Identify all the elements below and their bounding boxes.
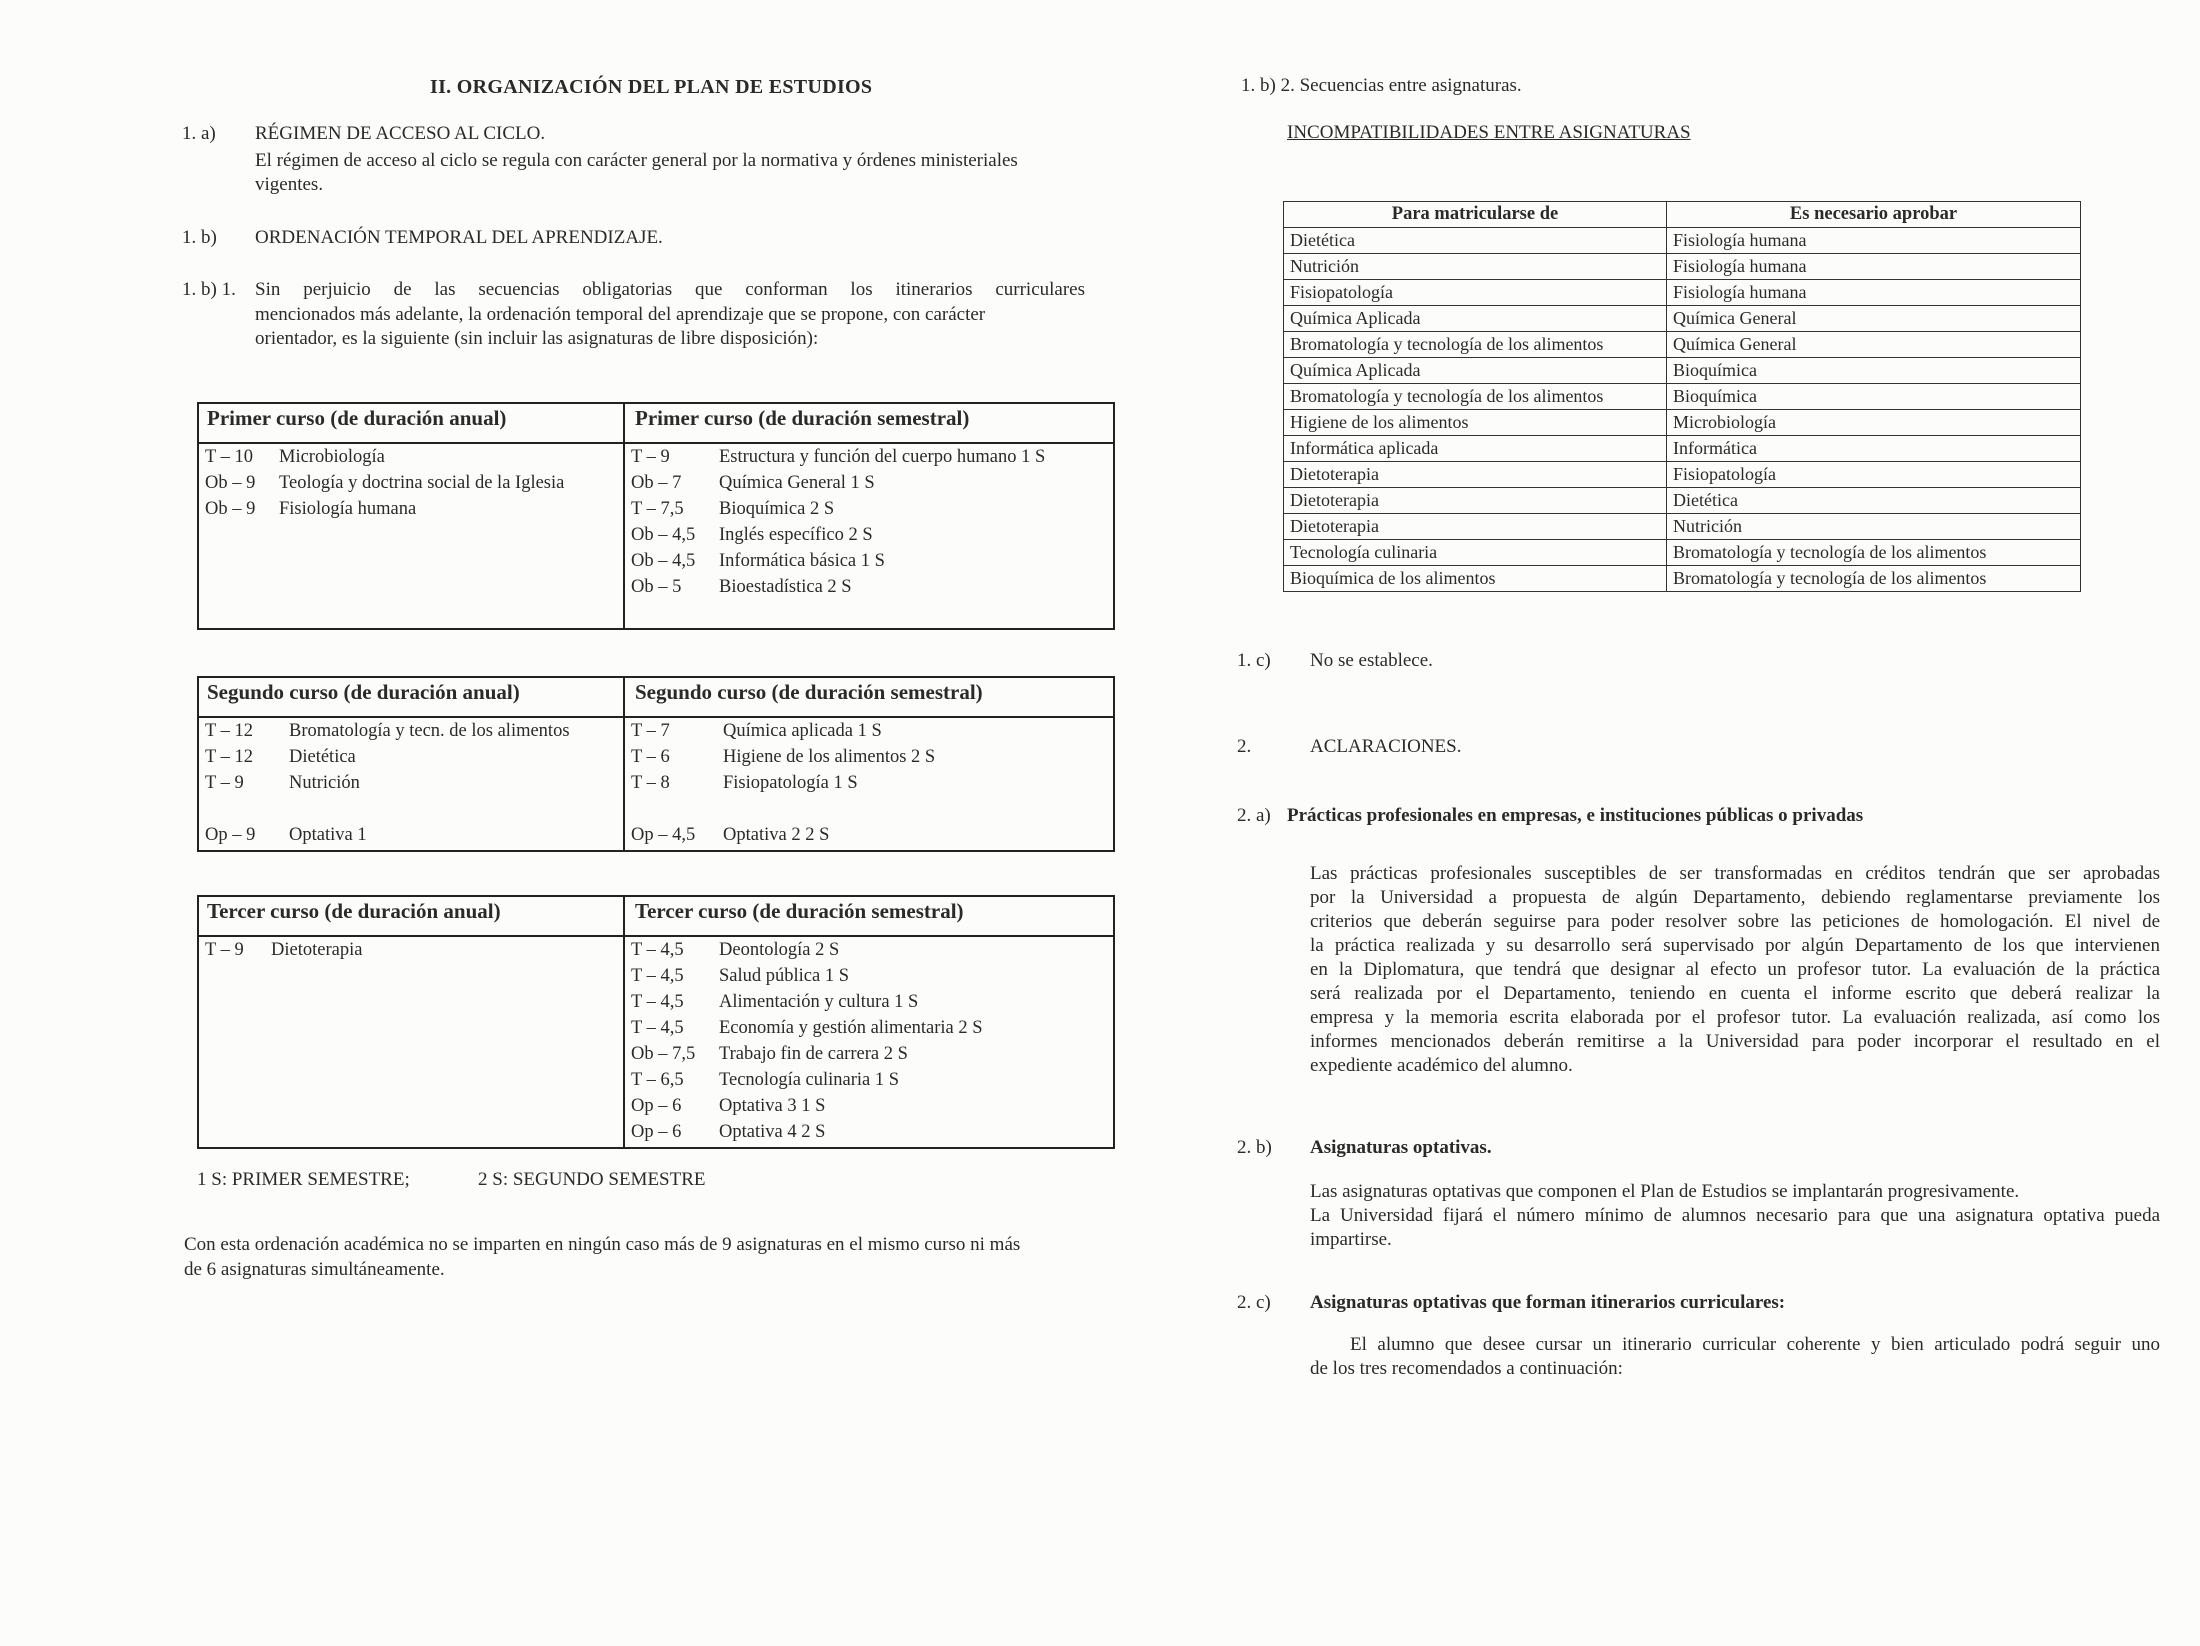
course-name: Nutrición (289, 773, 360, 793)
paragraph-line: informes mencionados deberán remitirse a la Universidad para poder incorporar el resultado en el (1310, 1031, 2160, 1052)
list-item (631, 822, 935, 848)
section-1b1-text-line-3: orientador, es la siguiente (sin incluir las asignaturas de libre disposición): (255, 328, 819, 349)
table-cell: Dietoterapia (1284, 462, 1667, 488)
table-cell: Informática aplicada (1284, 436, 1667, 462)
list-item (631, 444, 1045, 470)
table-row (1284, 358, 2081, 384)
list-item (631, 744, 935, 770)
paragraph-line: criterios que deberán seguirse para poder resolver sobre las peticiones de homologación. El nivel de (1310, 911, 2160, 932)
section-1b2-heading: 1. b) 2. Secuencias entre asignaturas. (1241, 75, 1522, 96)
table-cell: Bioquímica de los alimentos (1284, 566, 1667, 592)
section-2b-text-line-2: La Universidad fijará el número mínimo de alumnos necesario para que una asignatura optativa pueda (1310, 1205, 2160, 1226)
course-name: Informática básica 1 S (719, 551, 885, 571)
paragraph-line: por la Universidad a propuesta de algún Departamento, debiendo reglamentarse previamente los (1310, 887, 2160, 908)
third-year-semester-header: Tercer curso (de duración semestral) (635, 899, 964, 923)
course-name: Inglés específico 2 S (719, 525, 873, 545)
column-header: Para matricularse de (1284, 202, 1667, 228)
course-code: T – 4,5 (631, 940, 684, 960)
first-year-semester-header: Primer curso (de duración semestral) (635, 406, 970, 430)
section-1a-number: 1. a) (182, 123, 216, 144)
list-item (631, 574, 1045, 600)
third-year-annual-list (205, 937, 362, 963)
course-code: Ob – 7 (631, 473, 682, 493)
table-cell: Bromatología y tecnología de los alimentos (1667, 566, 2081, 592)
course-name: Bioestadística 2 S (719, 577, 852, 597)
section-title: II. ORGANIZACIÓN DEL PLAN DE ESTUDIOS (430, 76, 873, 98)
table-cell: Nutrición (1667, 514, 2081, 540)
table-cell: Química Aplicada (1284, 358, 1667, 384)
course-name: Bioquímica 2 S (719, 499, 835, 519)
course-code: Op – 4,5 (631, 825, 696, 845)
course-name: Estructura y función del cuerpo humano 1 S (719, 447, 1046, 467)
course-code: Ob – 4,5 (631, 525, 696, 545)
section-1b1-text-line-2: mencionados más adelante, la ordenación temporal del aprendizaje que se propone, con carácter (255, 304, 986, 325)
course-name: Deontología 2 S (719, 940, 840, 960)
table-cell: Fisiología humana (1667, 228, 2081, 254)
course-name: Química aplicada 1 S (723, 721, 882, 741)
table-cell: Informática (1667, 436, 2081, 462)
table-row (1284, 514, 2081, 540)
column-header: Es necesario aprobar (1667, 202, 2081, 228)
course-name: Optativa 3 1 S (719, 1096, 826, 1116)
list-item (205, 444, 564, 470)
section-1b-number: 1. b) (182, 227, 217, 248)
course-code: T – 9 (205, 940, 244, 960)
table-cell: Tecnología culinaria (1284, 540, 1667, 566)
first-year-annual-list (205, 444, 564, 522)
section-2c-heading: Asignaturas optativas que forman itinerarios curriculares: (1310, 1292, 1786, 1313)
table-cell: Nutrición (1284, 254, 1667, 280)
table-row (1284, 280, 2081, 306)
list-item (205, 744, 570, 770)
list-item (205, 937, 362, 963)
list-item (205, 718, 570, 744)
course-name: Fisiopatología 1 S (723, 773, 858, 793)
course-code: Ob – 9 (205, 499, 256, 519)
legend-second-semester: 2 S: SEGUNDO SEMESTRE (478, 1169, 706, 1190)
course-code: T – 4,5 (631, 1018, 684, 1038)
table-row (1284, 384, 2081, 410)
course-name: Higiene de los alimentos 2 S (723, 747, 936, 767)
section-2a-paragraph (1310, 862, 2160, 1078)
section-1a-text-line-1: El régimen de acceso al ciclo se regula con carácter general por la normativa y órdenes ministeriales (255, 150, 1018, 171)
course-code: T – 12 (205, 721, 253, 741)
course-code: T – 4,5 (631, 966, 684, 986)
section-1b1-number: 1. b) 1. (182, 279, 236, 300)
table-row (1284, 488, 2081, 514)
table-row (1284, 410, 2081, 436)
course-name: Tecnología culinaria 1 S (719, 1070, 900, 1090)
third-year-annual-header: Tercer curso (de duración anual) (207, 899, 501, 923)
course-name: Optativa 2 2 S (723, 825, 830, 845)
course-code: Op – 6 (631, 1096, 682, 1116)
paragraph-line: expediente académico del alumno. (1310, 1055, 1573, 1076)
table-cell: Dietética (1667, 488, 2081, 514)
legend-first-semester: 1 S: PRIMER SEMESTRE; (197, 1169, 410, 1190)
table-cell: Dietética (1284, 228, 1667, 254)
course-name: Microbiología (279, 447, 385, 467)
table-header-row (1284, 202, 2081, 228)
course-code: T – 9 (205, 773, 244, 793)
list-item (631, 770, 935, 796)
section-2b-text-line-1: Las asignaturas optativas que componen el Plan de Estudios se implantarán progresivamente. (1310, 1181, 2020, 1202)
list-item (205, 470, 564, 496)
section-2-heading: ACLARACIONES. (1310, 736, 1462, 757)
list-item (205, 496, 564, 522)
course-name: Teología y doctrina social de la Iglesia (279, 473, 565, 493)
course-code: T – 4,5 (631, 992, 684, 1012)
course-name: Trabajo fin de carrera 2 S (719, 1044, 908, 1064)
table-cell: Higiene de los alimentos (1284, 410, 1667, 436)
table-row (1284, 254, 2081, 280)
course-code: T – 10 (205, 447, 253, 467)
section-2c-text-line-2: de los tres recomendados a continuación: (1310, 1358, 1623, 1379)
course-name: Salud pública 1 S (719, 966, 850, 986)
course-code: Op – 6 (631, 1122, 682, 1142)
table-cell: Bioquímica (1667, 358, 2081, 384)
list-item (631, 1093, 983, 1119)
section-1c-number: 1. c) (1237, 650, 1271, 671)
list-item (631, 718, 935, 744)
first-year-semester-list (631, 444, 1045, 600)
course-code: T – 6 (631, 747, 670, 767)
paragraph-line: empresa y la memoria escrita elaborada por el profesor tutor. La evaluación realizada, así como los (1310, 1007, 2160, 1028)
course-code: T – 7 (631, 721, 670, 741)
course-code: Ob – 7,5 (631, 1044, 696, 1064)
section-2b-number: 2. b) (1237, 1137, 1272, 1158)
paragraph-line: Las prácticas profesionales susceptibles de ser transformadas en créditos tendrán que ser aprobadas (1310, 863, 2160, 884)
course-code: T – 8 (631, 773, 670, 793)
paragraph-line: en la Diplomatura, que tendrá que designar al efecto un profesor tutor. La evaluación de la práctica (1310, 959, 2160, 980)
paragraph-line: la práctica realizada y su desarrollo será supervisado por algún Departamento de los que intervienen (1310, 935, 2160, 956)
list-item (205, 822, 570, 848)
list-item (631, 470, 1045, 496)
closing-text-line-2: de 6 asignaturas simultáneamente. (184, 1259, 445, 1280)
course-name: Economía y gestión alimentaria 2 S (719, 1018, 983, 1038)
list-item (631, 522, 1045, 548)
course-code: Op – 9 (205, 825, 256, 845)
list-item (631, 496, 1045, 522)
table-row (1284, 436, 2081, 462)
list-item (631, 548, 1045, 574)
section-2c-text-line-1: El alumno que desee cursar un itinerario curricular coherente y bien articulado podrá seguir uno (1350, 1334, 2160, 1355)
list-item (631, 796, 935, 822)
table-cell: Fisiología humana (1667, 254, 2081, 280)
course-code: Ob – 4,5 (631, 551, 696, 571)
course-table-third-year (197, 895, 1115, 1149)
table-cell: Bromatología y tecnología de los alimentos (1284, 384, 1667, 410)
section-2b-heading: Asignaturas optativas. (1310, 1137, 1492, 1158)
course-name: Química General 1 S (719, 473, 875, 493)
section-2-number: 2. (1237, 736, 1252, 757)
list-item (631, 1041, 983, 1067)
section-2b-text-line-3: impartirse. (1310, 1229, 1392, 1250)
course-name: Fisiología humana (279, 499, 417, 519)
table-row (1284, 228, 2081, 254)
table-cell: Fisiopatología (1284, 280, 1667, 306)
course-code: T – 9 (631, 447, 670, 467)
section-1a-heading: RÉGIMEN DE ACCESO AL CICLO. (255, 123, 546, 144)
course-code: T – 6,5 (631, 1070, 684, 1090)
section-2a-heading: Prácticas profesionales en empresas, e instituciones públicas o privadas (1287, 805, 1864, 826)
table-cell: Química Aplicada (1284, 306, 1667, 332)
course-table-second-year (197, 676, 1115, 852)
first-year-annual-header: Primer curso (de duración anual) (207, 406, 507, 430)
course-name: Alimentación y cultura 1 S (719, 992, 919, 1012)
section-1b1-text-line-1: Sin perjuicio de las secuencias obligatorias que conforman los itinerarios curriculares (255, 279, 1085, 300)
course-name: Dietoterapia (271, 940, 363, 960)
list-item (205, 796, 570, 822)
table-cell: Química General (1667, 332, 2081, 358)
table-cell: Dietoterapia (1284, 514, 1667, 540)
list-item (631, 1015, 983, 1041)
second-year-semester-header: Segundo curso (de duración semestral) (635, 680, 983, 704)
table-cell: Bromatología y tecnología de los alimentos (1284, 332, 1667, 358)
course-name: Optativa 1 (289, 825, 367, 845)
paragraph-line: será realizada por el Departamento, teniendo en cuenta el informe escrito que deberá realizar la (1310, 983, 2160, 1004)
second-year-annual-header: Segundo curso (de duración anual) (207, 680, 520, 704)
course-name: Dietética (289, 747, 356, 767)
list-item (205, 770, 570, 796)
section-1b-heading: ORDENACIÓN TEMPORAL DEL APRENDIZAJE. (255, 227, 663, 248)
table-row (1284, 462, 2081, 488)
course-code: T – 12 (205, 747, 253, 767)
list-item (631, 989, 983, 1015)
incompatibilities-table (1283, 201, 2081, 592)
second-year-annual-list (205, 718, 570, 848)
section-2a-number: 2. a) (1237, 805, 1271, 826)
table-row (1284, 332, 2081, 358)
course-code: Ob – 5 (631, 577, 682, 597)
section-2c-number: 2. c) (1237, 1292, 1271, 1313)
list-item (631, 1067, 983, 1093)
table-cell: Dietoterapia (1284, 488, 1667, 514)
section-1c-text: No se establece. (1310, 650, 1433, 671)
section-1a-text-line-2: vigentes. (255, 174, 324, 195)
course-name: Optativa 4 2 S (719, 1122, 826, 1142)
incompatibilities-title: INCOMPATIBILIDADES ENTRE ASIGNATURAS (1287, 122, 1691, 143)
table-cell: Química General (1667, 306, 2081, 332)
table-row (1284, 306, 2081, 332)
table-cell: Bromatología y tecnología de los alimentos (1667, 540, 2081, 566)
list-item (631, 1119, 983, 1145)
third-year-semester-list (631, 937, 983, 1145)
table-cell: Fisiología humana (1667, 280, 2081, 306)
course-code: T – 7,5 (631, 499, 684, 519)
list-item (631, 963, 983, 989)
table-cell: Fisiopatología (1667, 462, 2081, 488)
closing-text-line-1: Con esta ordenación académica no se imparten en ningún caso más de 9 asignaturas en el mismo curso ni más (184, 1234, 1021, 1255)
course-table-first-year (197, 402, 1115, 630)
course-code: Ob – 9 (205, 473, 256, 493)
table-row (1284, 540, 2081, 566)
second-year-semester-list (631, 718, 935, 848)
table-cell: Bioquímica (1667, 384, 2081, 410)
course-name: Bromatología y tecn. de los alimentos (289, 721, 570, 741)
list-item (631, 937, 983, 963)
table-row (1284, 566, 2081, 592)
table-cell: Microbiología (1667, 410, 2081, 436)
